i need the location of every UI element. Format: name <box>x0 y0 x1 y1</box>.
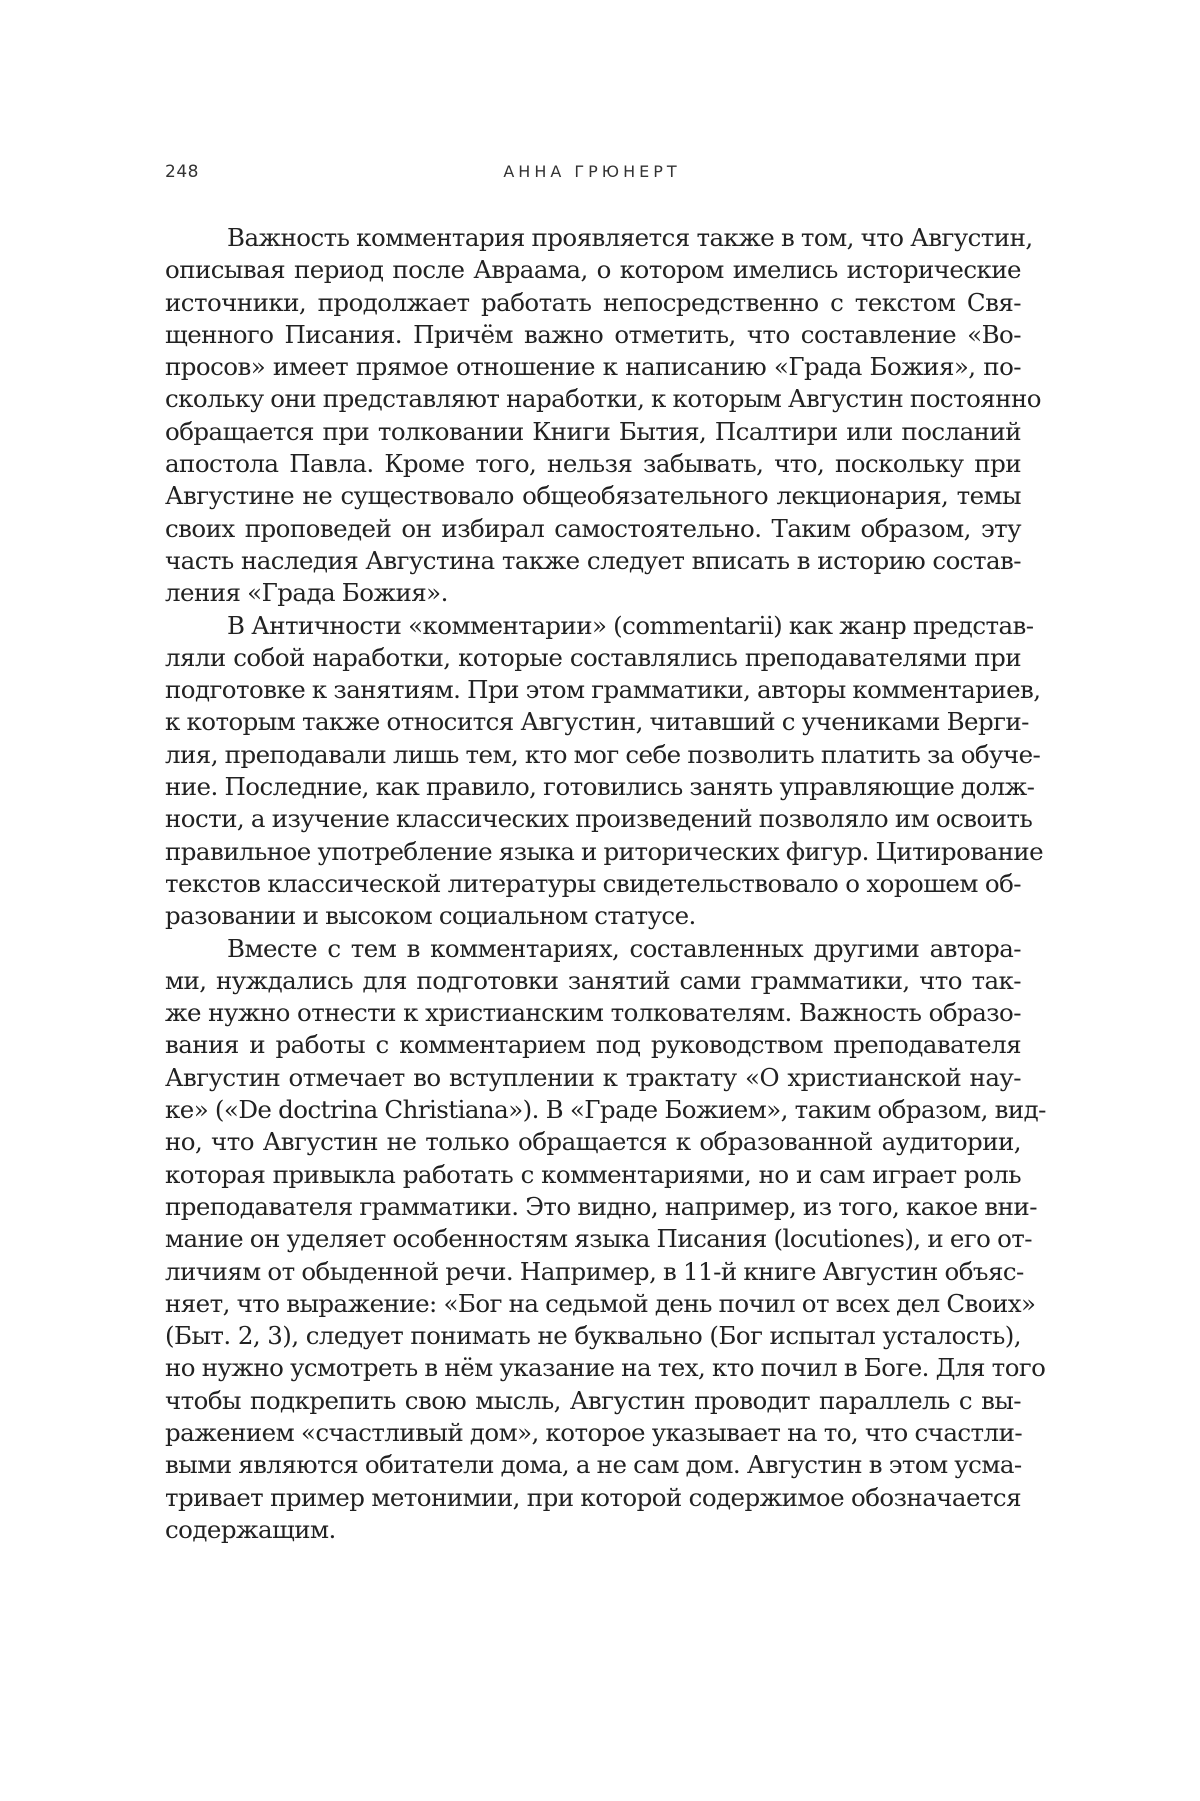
text-line: разовании и высоком социальном статусе. <box>165 901 696 931</box>
text-line: выми являются обитатели дома, а не сам дом. Августин в этом усма- <box>165 1450 1022 1480</box>
page-number: 248 <box>165 162 199 182</box>
text-line: ления «Града Божия». <box>165 578 448 608</box>
text-line: текстов классической литературы свидетельствовало о хорошем об- <box>165 868 1021 898</box>
text-line: подготовке к занятиям. При этом грамматики, авторы комментариев, <box>165 675 1041 705</box>
text-line: часть наследия Августина также следует вписать в историю состав- <box>165 545 1021 575</box>
text-line: ражением «счастливый дом», которое указывает на то, что счастли- <box>165 1417 1023 1447</box>
text-line: но, что Августин не только обращается к образованной аудитории, <box>165 1127 1021 1157</box>
text-line: правильное употребление языка и риторических фигур. Цитирование <box>165 836 1044 866</box>
text-line: ние. Последние, как правило, готовились занять управляющие долж- <box>165 772 1035 802</box>
text-line: личиям от обыденной речи. Например, в 11-й книге Августин объяс- <box>165 1256 1024 1286</box>
text-line: описывая период после Авраама, о котором имелись исторические <box>165 255 1021 285</box>
paragraph <box>165 222 1041 610</box>
text-line: Августине не существовало общеобязательного лекционария, темы <box>165 481 1021 511</box>
text-line: ляли собой наработки, которые составлялись преподавателями при <box>165 642 1021 672</box>
text-line: обращается при толковании Книги Бытия, Псалтири или посланий <box>165 416 1021 446</box>
running-head <box>165 162 1019 190</box>
text-line: ности, а изучение классических произведений позволяло им освоить <box>165 804 1033 834</box>
body-text <box>165 222 1046 1546</box>
text-line: В Античности «комментарии» (commentarii) как жанр представ- <box>227 610 1034 640</box>
text-line: к которым также относится Августин, читавший с учениками Верги- <box>165 707 1029 737</box>
text-line: скольку они представляют наработки, к которым Августин постоянно <box>165 384 1041 414</box>
text-line: Важность комментария проявляется также в том, что Августин, <box>227 223 1033 252</box>
text-line: няет, что выражение: «Бог на седьмой день почил от всех дел Своих» <box>165 1288 1036 1318</box>
text-line: Августин отмечает во вступлении к трактату «О христианской нау- <box>165 1062 1021 1092</box>
running-title: АННА ГРЮНЕРТ <box>503 162 681 181</box>
text-line: чтобы подкрепить свою мысль, Августин проводит параллель с вы- <box>165 1385 1021 1415</box>
text-line: же нужно отнести к христианским толкователям. Важность образо- <box>165 998 1021 1028</box>
text-line: просов» имеет прямое отношение к написанию «Града Божия», по- <box>165 352 1021 382</box>
text-line: Вместе с тем в комментариях, составленных другими автора- <box>227 933 1021 963</box>
text-line: но нужно усмотреть в нём указание на тех, кто почил в Боге. Для того <box>165 1353 1046 1383</box>
text-line: ми, нуждались для подготовки занятий сами грамматики, что так- <box>165 965 1021 995</box>
paragraphs <box>165 222 1046 1546</box>
paragraph <box>165 933 1046 1547</box>
text-line: вания и работы с комментарием под руководством преподавателя <box>165 1030 1021 1060</box>
text-line: апостола Павла. Кроме того, нельзя забывать, что, поскольку при <box>165 449 1021 479</box>
text-line: мание он уделяет особенностям языка Писания (locutiones), и его от- <box>165 1224 1033 1254</box>
text-line: преподавателя грамматики. Это видно, например, из того, какое вни- <box>165 1191 1037 1221</box>
paragraph <box>165 610 1044 933</box>
text-line: ке» («De doctrina Christiana»). В «Граде Божием», таким образом, вид- <box>165 1095 1046 1125</box>
text-line: содержащим. <box>165 1514 336 1544</box>
text-line: источники, продолжает работать непосредственно с текстом Свя- <box>165 287 1021 317</box>
text-line: щенного Писания. Причём важно отметить, что составление «Во- <box>165 319 1021 349</box>
text-line: (Быт. 2, 3), следует понимать не буквально (Бог испытал усталость), <box>165 1321 1021 1351</box>
text-line: своих проповедей он избирал самостоятельно. Таким образом, эту <box>165 513 1021 543</box>
text-line: лия, преподавали лишь тем, кто мог себе позволить платить за обуче- <box>165 739 1041 769</box>
text-line: которая привыкла работать с комментариями, но и сам играет роль <box>165 1159 1021 1189</box>
text-line: тривает пример метонимии, при которой содержимое обозначается <box>165 1482 1021 1512</box>
